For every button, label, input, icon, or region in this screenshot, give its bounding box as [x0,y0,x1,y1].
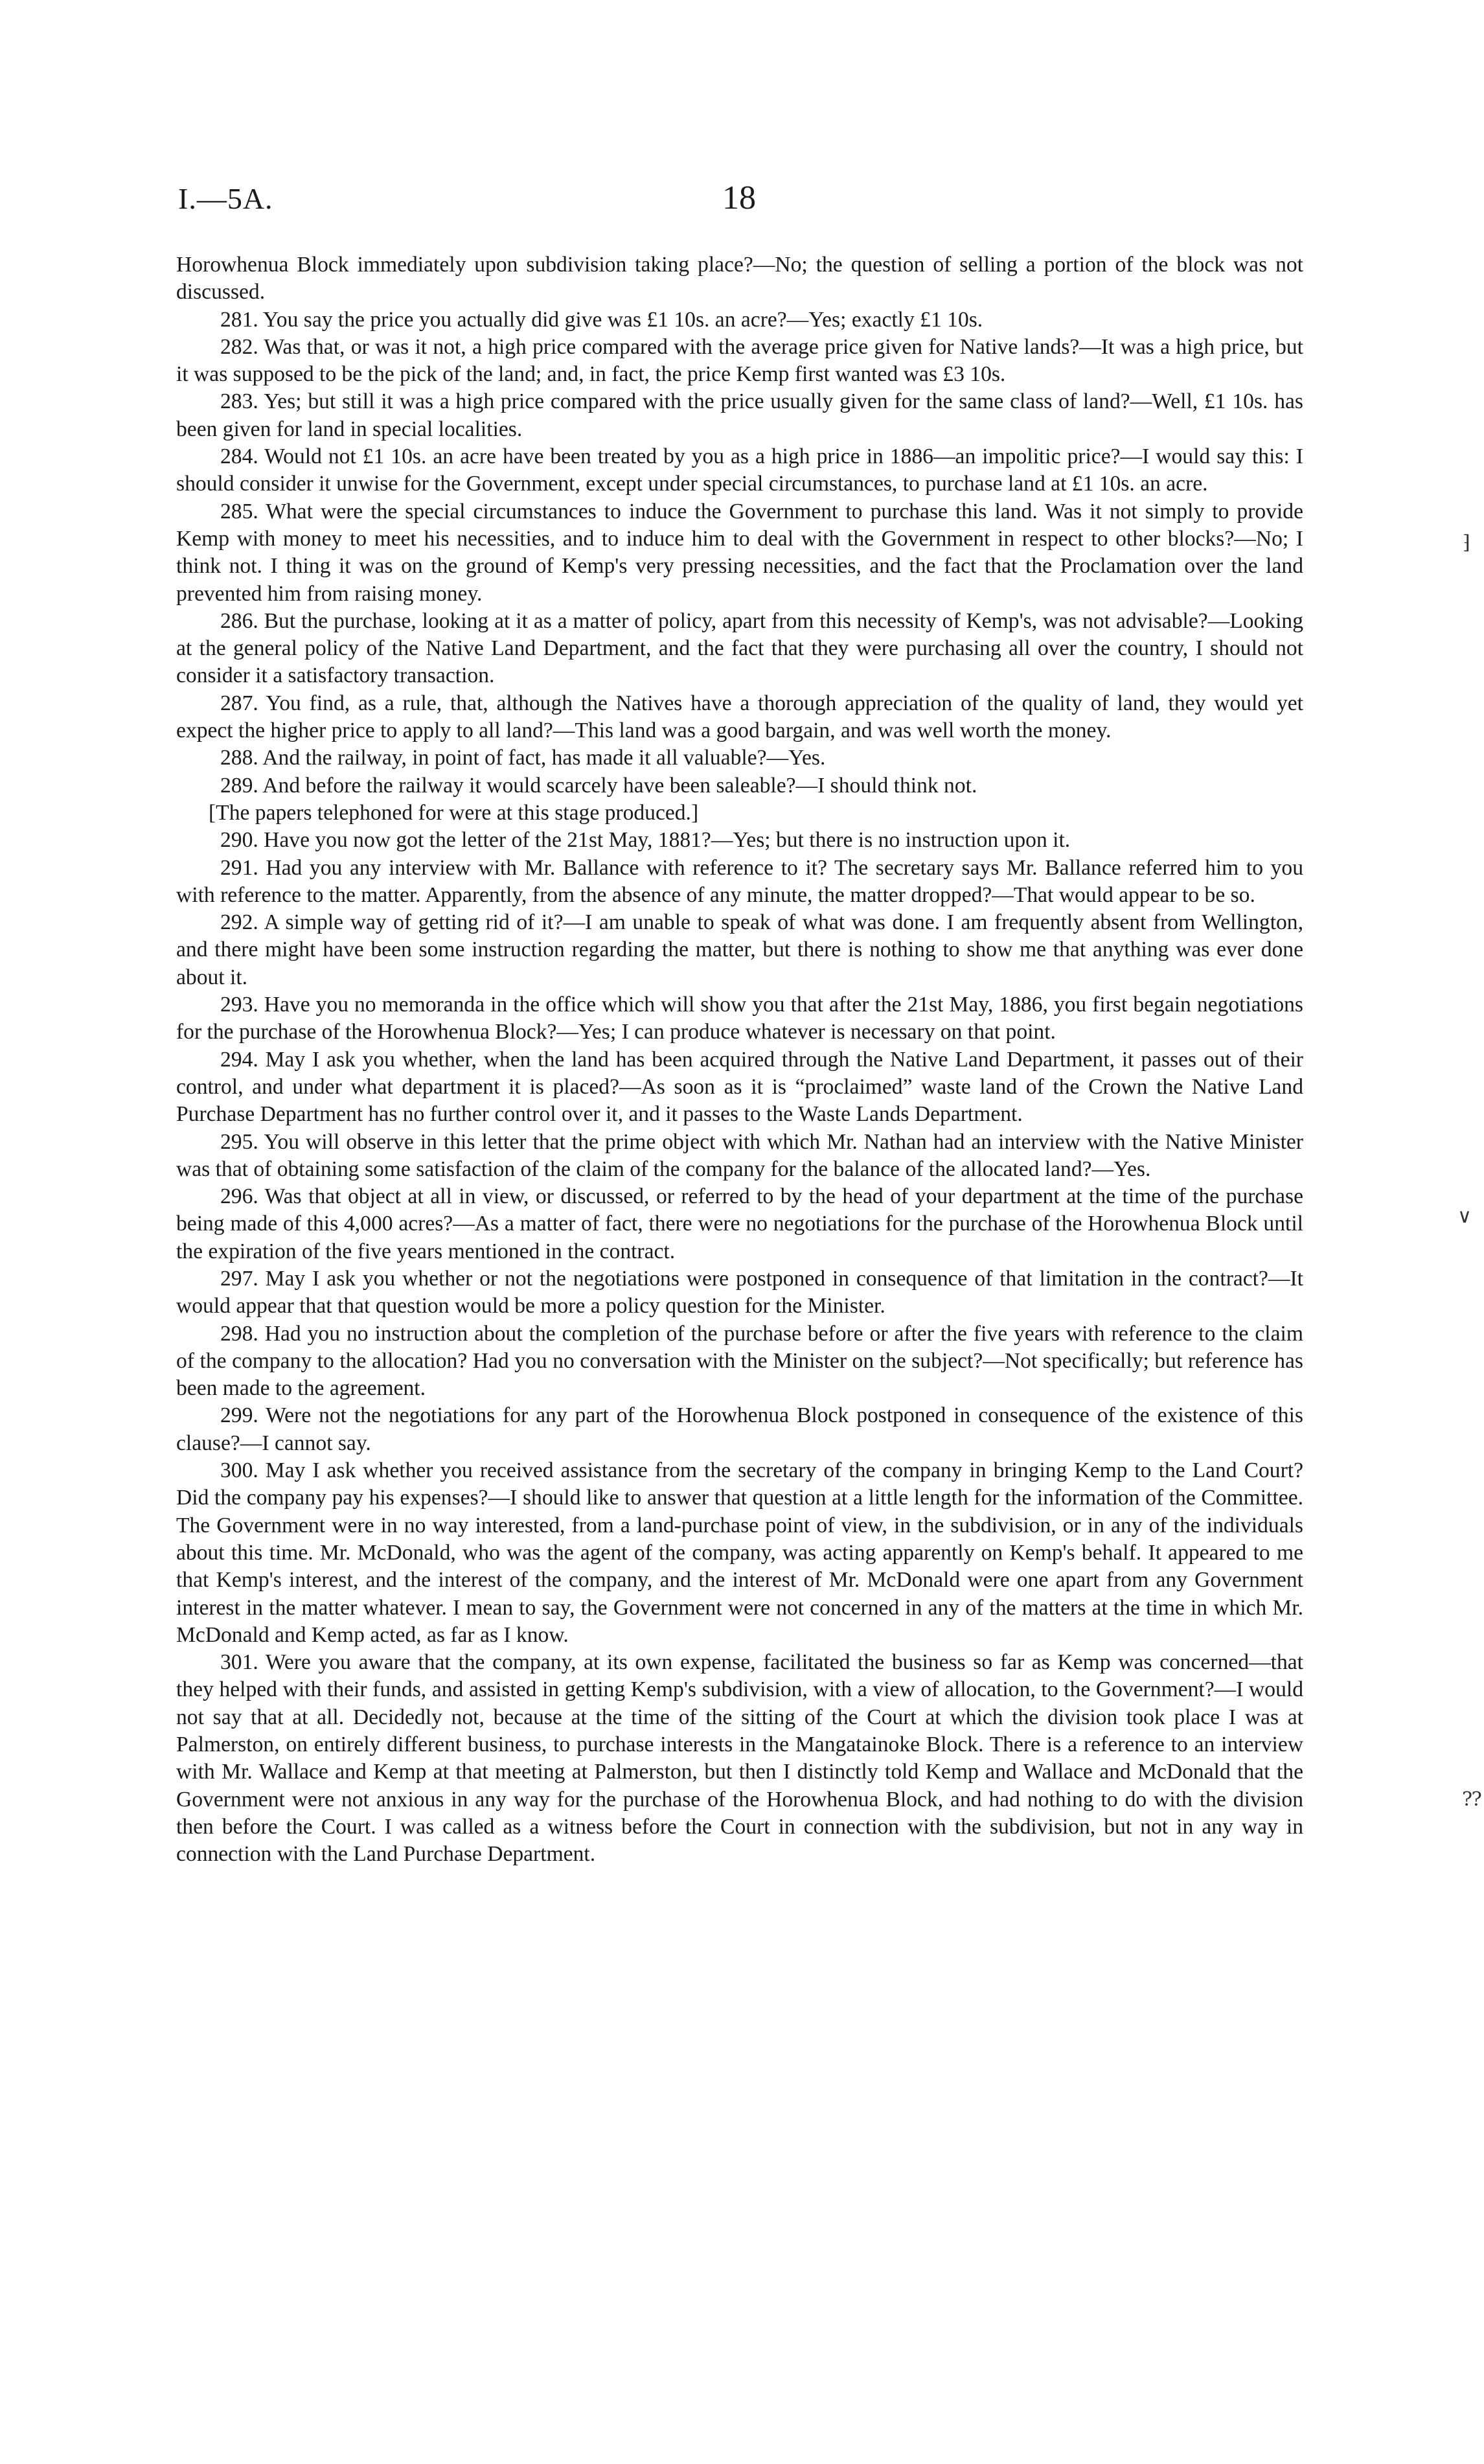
page-number: 18 [722,179,756,216]
paragraph-297: 297. May I ask you whether or not the negotiations were postponed in consequence of that limitation in the contract?—It would appear that that question would be more a policy question for the Minister. [176,1266,1303,1318]
paragraph-294: 294. May I ask you whether, when the land has been acquired through the Native Land Department, it passes out of their control, and under what department it is placed?—As soon as it is “proclaimed” waste land of the Crown the Native Land Purchase Department has no further control over it, and it passes to the Waste Lands Department. [176,1047,1303,1127]
paragraph-284: 284. Would not £1 10s. an acre have been treated by you as a high price in 1886—an impolitic price?—I would say this: I should consider it unwise for the Government, except under special circumstances, to purchase land at £1 10s. an acre. [176,444,1303,496]
page-header [178,181,1305,220]
paragraph-287: 287. You find, as a rule, that, although the Natives have a thorough appreciation of the quality of land, they would yet expect the higher price to apply to all land?—This land was a good bargain, and was well worth the money. [176,691,1303,743]
margin-mark-icon: ⁇ [1463,1789,1482,1810]
paragraph-286: 286. But the purchase, looking at it as a matter of policy, apart from this necessity of Kemp's, was not advisable?—Looking at the general policy of the Native Land Department, and the fact that they were purchasing all over the country, I should not consider it a satisfactory transaction. [176,608,1303,688]
paragraph-continued: Horowhenua Block immediately upon subdivision taking place?—No; the question of selling a portion of the block was not discussed. [176,253,1303,305]
paragraph-300: 300. May I ask whether you received assistance from the secretary of the company in bringing Kemp to the Land Court? Did the company pay his expenses?—I should like to answer that question at a little length for the information of the Committee. The Government were in no way interested, from a land-purchase point of view, in the subdivision, or in any of the individuals about this time. Mr. McDonald, who was the agent of the company, was acting apparently on Kemp's behalf. It appeared to me that Kemp's interest, and the interest of the company, and the interest of Mr. McDonald were one apart from any Government interest in the matter whatever. I mean to say, the Government were not concerned in any of the matters at the time in which Mr. McDonald and Kemp acted, as far as I know. [176,1458,1303,1647]
paragraph-299: 299. Were not the negotiations for any part of the Horowhenua Block postponed in consequence of the existence of this clause?—I cannot say. [176,1403,1303,1455]
document-reference: I.—5A. [178,182,273,215]
margin-mark-icon: ⁆ [1463,532,1470,553]
stage-note: [The papers telephoned for were at this stage produced.] [209,800,699,825]
paragraph-283: 283. Yes; but still it was a high price compared with the price usually given for the same class of land?—Well, £1 10s. has been given for land in special localities. [176,389,1303,441]
paragraph-301: 301. Were you aware that the company, at its own expense, facilitated the business so far as Kemp was concerned—that they helped with their funds, and assisted in getting Kemp's subdivision, with a view of allocation, to the Government?—I would not say that at all. Decidedly not, because at the time of the sitting of the Court at which the division took place I was at Palmerston, on entirely different business, to purchase interests in the Mangatainoke Block. There is a reference to an interview with Mr. Wallace and Kemp at that meeting at Palmerston, but then I distinctly told Kemp and Wallace and McDonald that the Government were not anxious in any way for the purchase of the Horowhenua Block, and had nothing to do with the division then before the Court. I was called as a witness before the Court in connection with the subdivision, but not in any way in connection with the Land Purchase Department. [176,1650,1303,1867]
paragraph-285: 285. What were the special circumstances to induce the Government to purchase this land. Was it not simply to provide Kemp with money to meet his necessities, and to induce him to deal with the Government in respect to other blocks?—No; I think not. I thing it was on the ground of Kemp's very pressing necessities, and the fact that the Proclamation over the land prevented him from raising money. [176,499,1303,606]
paragraph-281: 281. You say the price you actually did give was £1 10s. an acre?—Yes; exactly £1 10s. [220,307,983,332]
page-body [176,251,1303,1869]
paragraph-289: 289. And before the railway it would scarcely have been saleable?—I should think not. [220,773,977,798]
paragraph-298: 298. Had you no instruction about the completion of the purchase before or after the five years with reference to the claim of the company to the allocation? Had you no conversation with the Minister on the subject?—Not specifically; but reference has been made to the agreement. [176,1321,1303,1401]
paragraph-291: 291. Had you any interview with Mr. Ballance with reference to it? The secretary says Mr. Ballance referred him to you with reference to the matter. Apparently, from the absence of any minute, the matter dropped?—That would appear to be so. [176,855,1303,907]
margin-mark-icon: ∨ [1457,1206,1472,1227]
paragraph-296: 296. Was that object at all in view, or discussed, or referred to by the head of your department at the time of the purchase being made of this 4,000 acres?—As a matter of fact, there were no negotiations for the purchase of the Horowhenua Block until the expiration of the five years mentioned in the contract. [176,1184,1303,1263]
paragraph-282: 282. Was that, or was it not, a high price compared with the average price given for Native lands?—It was a high price, but it was supposed to be the pick of the land; and, in fact, the price Kemp first wanted was £3 10s. [176,334,1303,387]
paragraph-293: 293. Have you no memoranda in the office which will show you that after the 21st May, 1886, you first begain negotiations for the purchase of the Horowhenua Block?—Yes; I can produce whatever is necessary on that point. [176,993,1303,1044]
paragraph-292: 292. A simple way of getting rid of it?—I am unable to speak of what was done. I am frequently absent from Wellington, and there might have been some instruction regarding the matter, but there is nothing to show me that anything was ever done about it. [176,910,1303,989]
paragraph-290: 290. Have you now got the letter of the 21st May, 1881?—Yes; but there is no instruction upon it. [220,828,1071,853]
paragraph-288: 288. And the railway, in point of fact, has made it all valuable?—Yes. [220,746,826,770]
paragraph-295: 295. You will observe in this letter that the prime object with which Mr. Nathan had an interview with the Native Minister was that of obtaining some satisfaction of the claim of the company for the balance of the allocated land?—Yes. [176,1129,1303,1181]
